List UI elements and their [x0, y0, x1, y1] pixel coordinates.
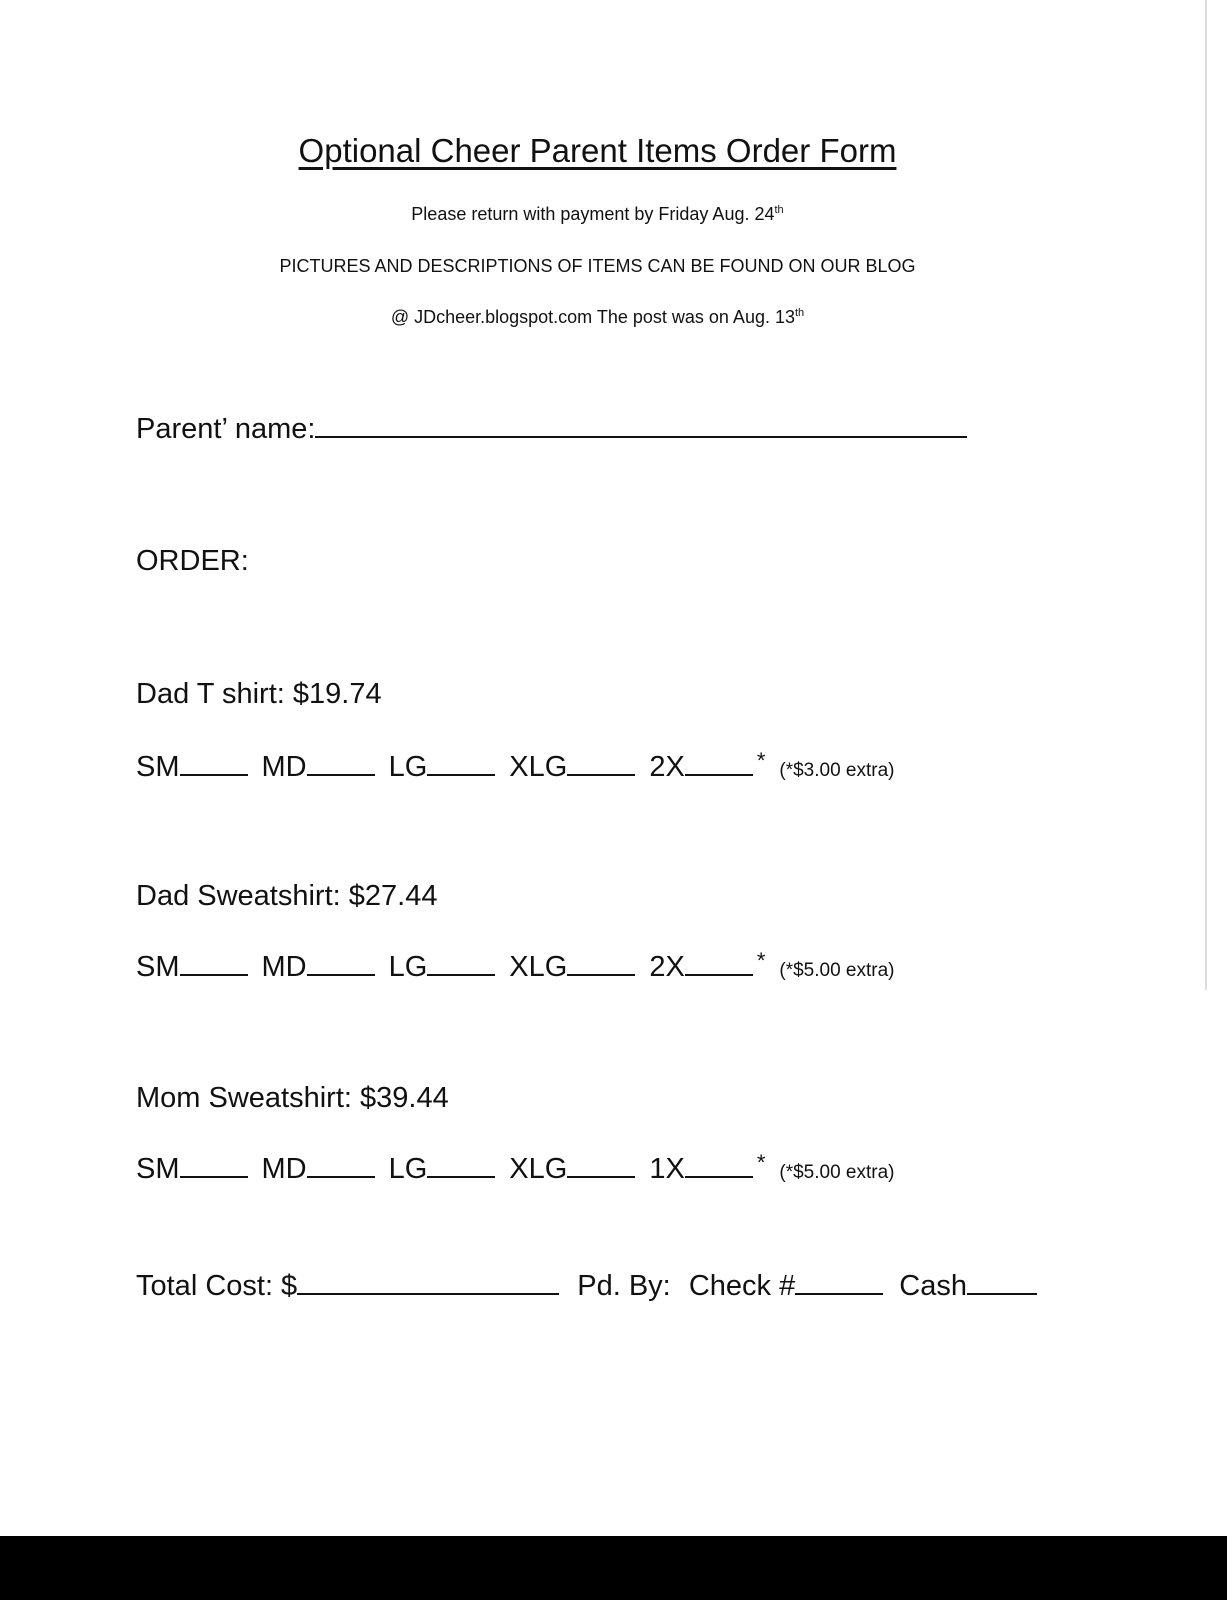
asterisk: *: [756, 948, 766, 973]
form-title: Optional Cheer Parent Items Order Form: [298, 132, 897, 169]
size-quantity-field[interactable]: [685, 748, 753, 776]
size-quantity-field[interactable]: [180, 748, 248, 776]
size-quantity-field[interactable]: [427, 948, 495, 976]
parent-name-label: Parent’ name:: [136, 413, 316, 445]
cash-label: Cash: [899, 1270, 967, 1302]
extra-charge-note: (*$3.00 extra): [779, 760, 895, 781]
size-label: XLG: [509, 751, 568, 783]
return-note-text: Please return with payment by Friday Aug. 24: [411, 204, 775, 224]
parent-name-row: [136, 410, 967, 446]
blog-note-sup: th: [795, 307, 805, 319]
size-label: MD: [261, 951, 307, 983]
size-label: SM: [136, 751, 180, 783]
size-quantity-field[interactable]: [427, 1150, 495, 1178]
size-quantity-field[interactable]: [307, 948, 375, 976]
scan-bottom-bar: [0, 1536, 1227, 1600]
pictures-note: PICTURES AND DESCRIPTIONS OF ITEMS CAN BE FOUND ON OUR BLOG: [279, 256, 916, 276]
size-quantity-field[interactable]: [180, 948, 248, 976]
parent-name-field[interactable]: [315, 410, 967, 438]
total-cost-label: Total Cost: $: [136, 1270, 298, 1302]
size-label: 2X: [649, 751, 685, 783]
size-label: 1X: [649, 1153, 685, 1185]
item-name: Dad T shirt: $19.74: [136, 678, 382, 710]
size-quantity-field[interactable]: [567, 1150, 635, 1178]
blog-note: [0, 307, 1195, 328]
item-name: Mom Sweatshirt: $39.44: [136, 1082, 449, 1114]
return-note: [0, 204, 1195, 225]
return-note-sup: th: [774, 204, 784, 216]
paid-by-label: Pd. By:: [577, 1270, 671, 1302]
size-label: XLG: [509, 1153, 568, 1185]
size-quantity-field[interactable]: [180, 1150, 248, 1178]
size-quantity-field[interactable]: [307, 748, 375, 776]
size-label: MD: [261, 1153, 307, 1185]
size-quantity-field[interactable]: [567, 948, 635, 976]
scan-edge: [1205, 0, 1207, 990]
asterisk: *: [756, 1150, 766, 1175]
blog-note-text: @ JDcheer.blogspot.com The post was on Aug. 13: [390, 307, 795, 327]
size-label: LG: [388, 951, 428, 983]
size-row: [136, 948, 895, 984]
total-cost-field[interactable]: [297, 1267, 559, 1295]
size-label: SM: [136, 951, 180, 983]
check-number-field[interactable]: [795, 1267, 883, 1295]
size-row: [136, 1150, 895, 1186]
extra-charge-note: (*$5.00 extra): [779, 1162, 895, 1183]
size-label: MD: [261, 751, 307, 783]
extra-charge-note: (*$5.00 extra): [779, 960, 895, 981]
size-quantity-field[interactable]: [567, 748, 635, 776]
check-label: Check #: [688, 1270, 796, 1302]
size-quantity-field[interactable]: [685, 948, 753, 976]
size-label: LG: [388, 1153, 428, 1185]
size-quantity-field[interactable]: [685, 1150, 753, 1178]
size-label: SM: [136, 1153, 180, 1185]
item-name: Dad Sweatshirt: $27.44: [136, 880, 438, 912]
order-label: ORDER:: [136, 545, 249, 577]
size-quantity-field[interactable]: [307, 1150, 375, 1178]
size-label: 2X: [649, 951, 685, 983]
size-quantity-field[interactable]: [427, 748, 495, 776]
asterisk: *: [756, 748, 766, 773]
size-label: XLG: [509, 951, 568, 983]
cash-field[interactable]: [967, 1267, 1037, 1295]
total-row: [136, 1267, 1037, 1303]
size-row: [136, 748, 895, 784]
size-label: LG: [388, 751, 428, 783]
